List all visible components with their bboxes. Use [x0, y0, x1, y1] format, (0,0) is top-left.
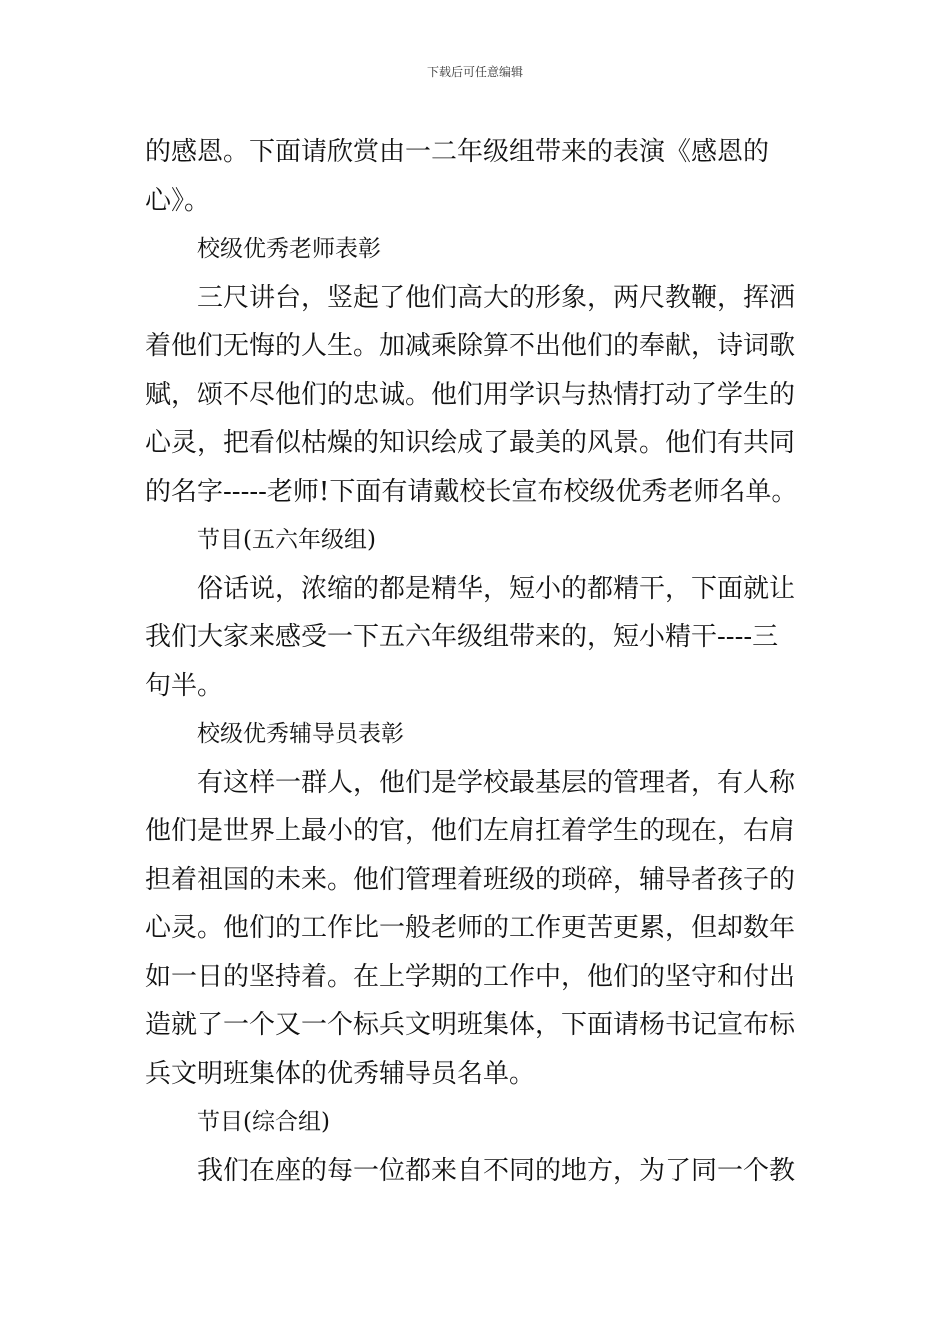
paragraph-line: 造就了一个又一个标兵文明班集体，下面请杨书记宣布标	[145, 1010, 796, 1040]
paragraph-line: 如一日的坚持着。在上学期的工作中，他们的坚守和付出	[145, 961, 796, 992]
paragraph-line: 担着祖国的未来。他们管理着班级的琐碎，辅导者孩子的	[145, 864, 796, 895]
paragraph-line: 的感恩。下面请欣赏由一二年级组带来的表演《感恩的	[145, 137, 770, 167]
paragraph-line: 有这样一群人，他们是学校最基层的管理者，有人称	[197, 767, 796, 798]
paragraph-line: 句半。	[145, 670, 224, 701]
paragraph-line: 心灵，把看似枯燥的知识绘成了最美的风景。他们有共同	[145, 428, 796, 458]
paragraph-line: 我们在座的每一位都来自不同的地方，为了同一个教	[197, 1155, 796, 1186]
paragraph-line: 我们大家来感受一下五六年级组带来的，短小精干----三	[145, 622, 779, 652]
paragraph-line: 心》。	[145, 185, 211, 216]
section-heading: 节目(综合组)	[197, 1109, 330, 1135]
section-heading: 校级优秀辅导员表彰	[197, 721, 404, 747]
paragraph-line: 赋，颂不尽他们的忠诚。他们用学识与热情打动了学生的	[145, 379, 796, 410]
paragraph-line: 俗话说，浓缩的都是精华，短小的都精干，下面就让	[197, 573, 796, 604]
section-heading: 节目(五六年级组)	[197, 527, 376, 553]
paragraph-line: 着他们无悔的人生。加减乘除算不出他们的奉献，诗词歌	[145, 331, 796, 361]
paragraph-line: 他们是世界上最小的官，他们左肩扛着学生的现在，右肩	[145, 816, 796, 846]
document-body	[145, 128, 809, 1195]
paragraph-line: 三尺讲台，竖起了他们高大的形象，两尺教鞭，挥洒	[197, 282, 796, 313]
page-header: 下载后可任意编辑	[426, 65, 523, 79]
paragraph-line: 的名字-----老师!下面有请戴校长宣布校级优秀老师名单。	[145, 476, 798, 507]
section-heading: 校级优秀老师表彰	[197, 236, 381, 262]
paragraph-line: 心灵。他们的工作比一般老师的工作更苦更累，但却数年	[145, 913, 796, 943]
paragraph-line: 兵文明班集体的优秀辅导员名单。	[145, 1058, 536, 1089]
